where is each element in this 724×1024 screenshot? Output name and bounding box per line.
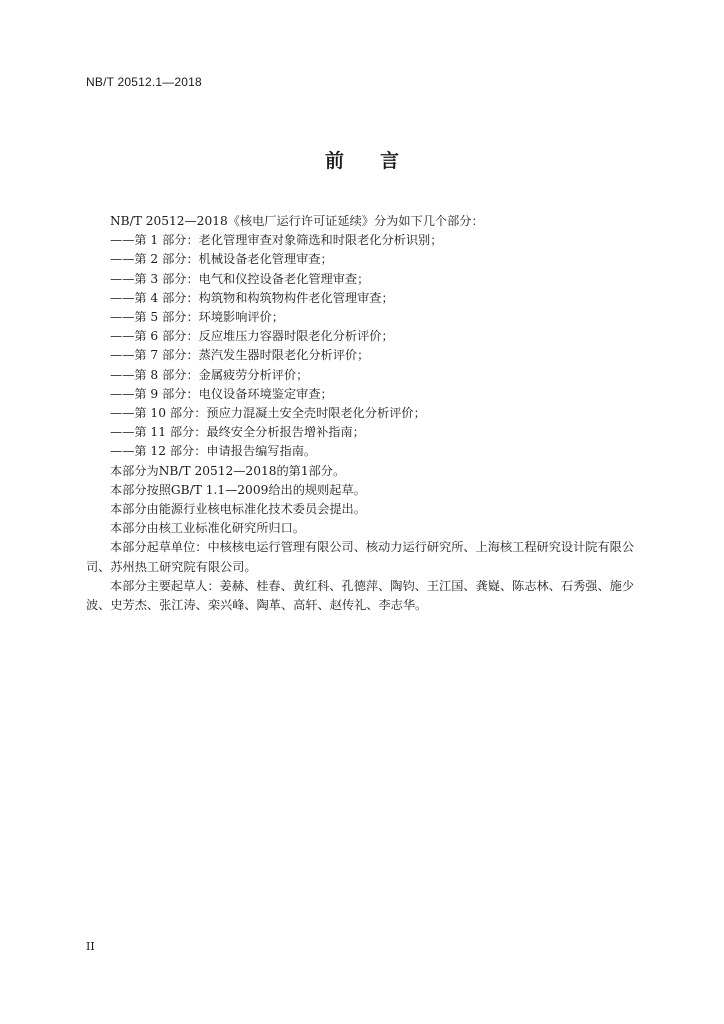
intro-paragraph: NB/T 20512—2018《核电厂运行许可证延续》分为如下几个部分： (110, 214, 484, 228)
list-item: ——第 4 部分：构筑物和构筑物构件老化管理审查； (110, 290, 394, 305)
list-item: ——第 12 部分：申请报告编写指南。 (110, 444, 317, 459)
title-char-1: 前 (324, 150, 344, 172)
drafting-rules-statement: 本部分按照GB/T 1.1—2009给出的规则起草。 (110, 482, 366, 497)
foreword-body (86, 212, 658, 615)
list-item: ——第 5 部分：环境影响评价； (110, 310, 284, 325)
part-statement: 本部分为NB/T 20512—2018的第1部分。 (110, 463, 346, 478)
title-char-2: 言 (380, 150, 400, 172)
list-item: ——第 6 部分：反应堆压力容器时限老化分析评价； (110, 329, 394, 344)
list-item: ——第 1 部分：老化管理审查对象筛选和时限老化分析识别； (110, 233, 443, 248)
page-number: II (86, 940, 95, 953)
list-item: ——第 8 部分：金属疲劳分析评价； (110, 367, 309, 382)
standard-code: NB/T 20512.1—2018 (86, 75, 202, 89)
list-item: ——第 7 部分：蒸汽发生器时限老化分析评价； (110, 348, 370, 363)
list-item: ——第 3 部分：电气和仪控设备老化管理审查； (110, 271, 370, 286)
parts-list (86, 231, 658, 461)
drafters-statement: 本部分主要起草人：姜赫、桂春、黄红科、孔德萍、陶钧、王江国、龚嶷、陈志林、石秀强、施少波、史芳杰、张江涛、栾兴峰、陶革、高轩、赵传礼、李志华。 (86, 578, 635, 613)
list-item: ——第 10 部分：预应力混凝土安全壳时限老化分析评价； (110, 406, 426, 421)
list-item: ——第 11 部分：最终安全分析报告增补指南； (110, 425, 365, 440)
drafting-units-statement: 本部分起草单位：中核核电运行管理有限公司、核动力运行研究所、上海核工程研究设计院有限公司、苏州热工研究院有限公司。 (86, 540, 635, 574)
proposer-statement: 本部分由能源行业核电标准化技术委员会提出。 (110, 502, 366, 517)
list-item: ——第 2 部分：机械设备老化管理审查； (110, 252, 333, 267)
centralized-statement: 本部分由核工业标准化研究所归口。 (110, 521, 305, 536)
list-item: ——第 9 部分：电仪设备环境鉴定审查； (110, 386, 333, 401)
page-title (0, 146, 724, 173)
